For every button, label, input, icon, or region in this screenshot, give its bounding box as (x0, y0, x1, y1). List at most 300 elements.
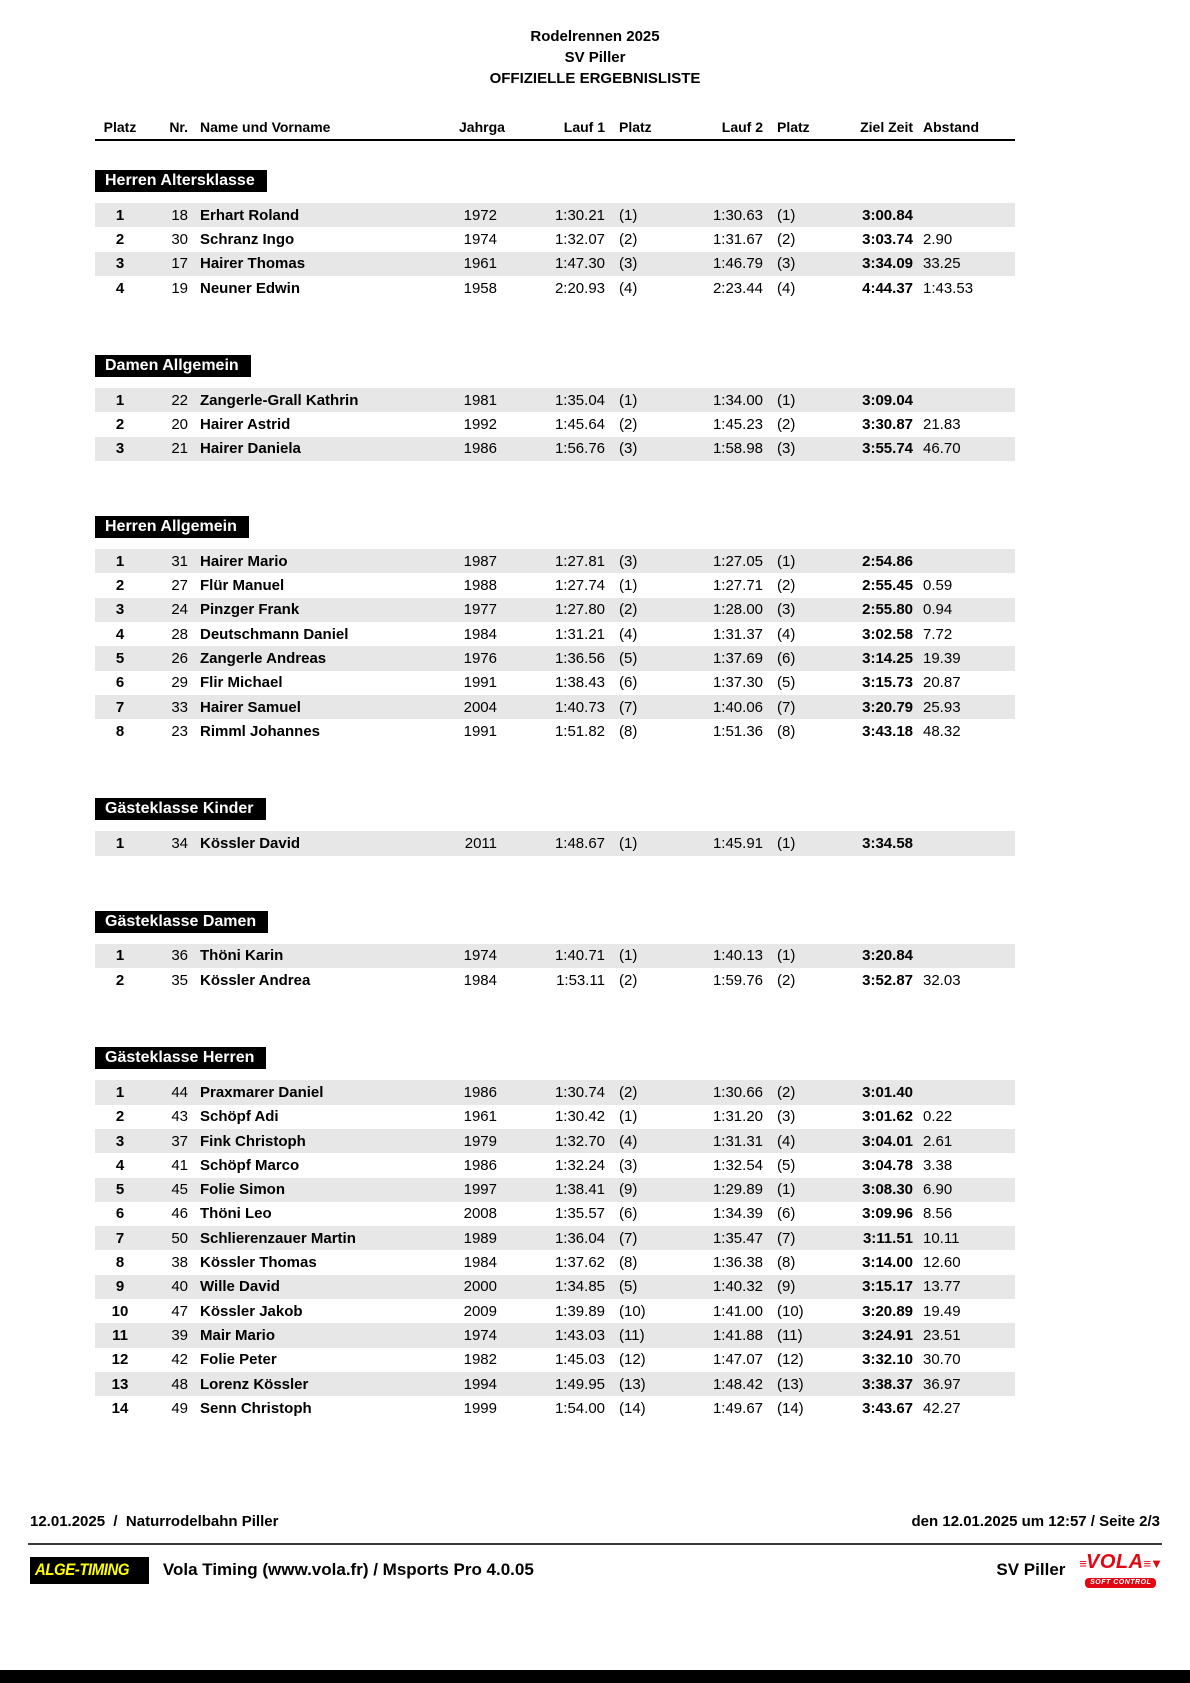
table-row (95, 646, 1015, 670)
run1-time-cell: 1:32.07 (554, 230, 605, 248)
name-cell: Deutschmann Daniel (200, 625, 349, 643)
result-section (95, 1047, 1015, 1420)
rank-cell: 5 (115, 1181, 125, 1199)
run2-time-cell: 2:23.44 (712, 279, 763, 297)
total-time-cell: 3:11.51 (862, 1229, 913, 1247)
result-section (95, 911, 1015, 993)
rank-cell: 7 (115, 698, 125, 716)
section-title: Damen Allgemein (95, 355, 251, 377)
run2-rank-cell: (5) (777, 1156, 796, 1174)
bib-cell: 27 (171, 577, 188, 595)
rank-cell: 8 (115, 722, 125, 740)
run1-rank-cell: (8) (619, 722, 638, 740)
run1-time-cell: 1:39.89 (554, 1302, 605, 1320)
name-cell: Zangerle-Grall Kathrin (200, 391, 359, 409)
bib-cell: 35 (171, 971, 188, 989)
rank-cell: 7 (115, 1229, 125, 1247)
rank-cell: 3 (115, 255, 125, 273)
bib-cell: 36 (171, 947, 188, 965)
name-cell: Kössler Andrea (200, 971, 311, 989)
total-time-cell: 3:00.84 (862, 206, 913, 224)
run1-rank-cell: (2) (619, 230, 638, 248)
run2-rank-cell: (12) (777, 1351, 804, 1369)
run2-time-cell: 1:40.13 (712, 947, 763, 965)
header-bib: Nr. (169, 119, 188, 135)
header-gap: Abstand (923, 119, 979, 135)
rank-cell: 5 (115, 649, 125, 667)
total-time-cell: 3:03.74 (862, 230, 913, 248)
run1-rank-cell: (1) (619, 577, 638, 595)
total-time-cell: 2:55.80 (862, 601, 913, 619)
run1-time-cell: 1:31.21 (554, 625, 605, 643)
year-cell: 1991 (463, 674, 497, 692)
run1-time-cell: 1:32.24 (554, 1156, 605, 1174)
bib-cell: 26 (171, 649, 188, 667)
run1-time-cell: 1:56.76 (554, 440, 605, 458)
run1-rank-cell: (4) (619, 625, 638, 643)
bib-cell: 38 (171, 1254, 188, 1272)
run1-rank-cell: (2) (619, 601, 638, 619)
total-time-cell: 4:44.37 (862, 279, 913, 297)
year-cell: 2008 (463, 1205, 497, 1223)
run1-rank-cell: (4) (619, 1132, 638, 1150)
table-row (95, 719, 1015, 743)
year-cell: 1981 (463, 391, 497, 409)
name-cell: Fink Christoph (200, 1132, 306, 1150)
rank-cell: 6 (115, 1205, 125, 1223)
bib-cell: 29 (171, 674, 188, 692)
total-time-cell: 3:15.17 (862, 1278, 913, 1296)
year-cell: 1989 (463, 1229, 497, 1247)
run2-rank-cell: (7) (777, 698, 796, 716)
run2-rank-cell: (1) (777, 206, 796, 224)
year-cell: 1986 (463, 440, 497, 458)
run2-rank-cell: (4) (777, 279, 796, 297)
name-cell: Schöpf Adi (200, 1108, 279, 1126)
run2-time-cell: 1:46.79 (712, 255, 763, 273)
year-cell: 1979 (463, 1132, 497, 1150)
year-cell: 1987 (463, 552, 497, 570)
gap-cell: 23.51 (923, 1326, 961, 1344)
run2-time-cell: 1:30.66 (712, 1083, 763, 1101)
bib-cell: 40 (171, 1278, 188, 1296)
year-cell: 1994 (463, 1375, 497, 1393)
run2-rank-cell: (7) (777, 1229, 796, 1247)
run2-rank-cell: (3) (777, 255, 796, 273)
total-time-cell: 3:08.30 (862, 1181, 913, 1199)
total-time-cell: 3:01.40 (862, 1083, 913, 1101)
year-cell: 1986 (463, 1083, 497, 1101)
total-time-cell: 3:09.96 (862, 1205, 913, 1223)
table-row (95, 1153, 1015, 1177)
year-cell: 1986 (463, 1156, 497, 1174)
header-run2: Lauf 2 (721, 119, 763, 135)
run1-rank-cell: (3) (619, 1156, 638, 1174)
run2-rank-cell: (11) (777, 1326, 803, 1344)
table-row (95, 1396, 1015, 1420)
run1-time-cell: 1:30.74 (554, 1083, 605, 1101)
result-section (95, 170, 1015, 300)
vola-stripes-icon: ≡ (1079, 1556, 1086, 1571)
list-type-title: OFFIZIELLE ERGEBNISLISTE (489, 70, 701, 87)
rank-cell: 10 (111, 1302, 129, 1320)
run1-rank-cell: (5) (619, 1278, 638, 1296)
rank-cell: 2 (115, 577, 125, 595)
table-row (95, 1226, 1015, 1250)
year-cell: 1992 (463, 416, 497, 434)
run2-time-cell: 1:29.89 (712, 1181, 763, 1199)
total-time-cell: 3:55.74 (862, 440, 913, 458)
year-cell: 1984 (463, 971, 497, 989)
run2-rank-cell: (3) (777, 440, 796, 458)
bib-cell: 33 (171, 698, 188, 716)
rank-cell: 2 (115, 230, 125, 248)
run1-time-cell: 1:48.67 (554, 835, 605, 853)
run2-rank-cell: (1) (777, 947, 796, 965)
run2-time-cell: 1:31.20 (712, 1108, 763, 1126)
year-cell: 2011 (464, 835, 497, 853)
run1-rank-cell: (14) (619, 1399, 646, 1417)
year-cell: 1991 (463, 722, 497, 740)
year-cell: 1974 (463, 230, 497, 248)
year-cell: 1988 (463, 577, 497, 595)
section-title: Gästeklasse Damen (95, 911, 268, 933)
gap-cell: 19.39 (923, 649, 961, 667)
rank-cell: 4 (115, 279, 125, 297)
gap-cell: 30.70 (923, 1351, 961, 1369)
name-cell: Lorenz Kössler (200, 1375, 309, 1393)
run2-rank-cell: (1) (777, 1181, 796, 1199)
run1-rank-cell: (12) (619, 1351, 646, 1369)
bib-cell: 21 (171, 440, 188, 458)
rank-cell: 4 (115, 1156, 125, 1174)
bib-cell: 47 (171, 1302, 188, 1320)
name-cell: Neuner Edwin (200, 279, 301, 297)
gap-cell: 46.70 (923, 440, 961, 458)
table-row (95, 227, 1015, 251)
rank-cell: 2 (115, 416, 125, 434)
rank-cell: 1 (115, 947, 125, 965)
run2-time-cell: 1:40.06 (712, 698, 763, 716)
year-cell: 1984 (463, 625, 497, 643)
gap-cell: 20.87 (923, 674, 961, 692)
rank-cell: 1 (115, 552, 125, 570)
run2-time-cell: 1:32.54 (712, 1156, 763, 1174)
bib-cell: 18 (171, 206, 188, 224)
bib-cell: 41 (171, 1156, 188, 1174)
table-row (95, 1250, 1015, 1274)
bib-cell: 17 (171, 255, 188, 273)
gap-cell: 25.93 (923, 698, 961, 716)
vola-wordmark: ≡VOLA≡▼ (1079, 1551, 1162, 1573)
total-time-cell: 3:14.00 (862, 1254, 913, 1272)
year-cell: 1976 (463, 649, 497, 667)
name-cell: Hairer Samuel (200, 698, 301, 716)
result-section (95, 355, 1015, 461)
section-title: Herren Altersklasse (95, 170, 267, 192)
table-row (95, 573, 1015, 597)
bib-cell: 45 (171, 1181, 188, 1199)
timing-software-label: Vola Timing (www.vola.fr) / Msports Pro 4.0.05 (162, 1560, 534, 1579)
run1-rank-cell: (3) (619, 552, 638, 570)
run1-rank-cell: (8) (619, 1254, 638, 1272)
bib-cell: 44 (171, 1083, 188, 1101)
run2-time-cell: 1:45.23 (712, 416, 763, 434)
bib-cell: 30 (171, 230, 188, 248)
year-cell: 1997 (463, 1181, 497, 1199)
run2-rank-cell: (1) (777, 391, 796, 409)
section-title: Herren Allgemein (95, 516, 249, 538)
run2-time-cell: 1:36.38 (712, 1254, 763, 1272)
header-run1: Lauf 1 (563, 119, 605, 135)
run2-rank-cell: (1) (777, 835, 796, 853)
table-row (95, 695, 1015, 719)
run2-rank-cell: (6) (777, 1205, 796, 1223)
table-row (95, 968, 1015, 992)
gap-cell: 10.11 (923, 1229, 960, 1247)
organizer-title: SV Piller (564, 49, 626, 66)
bottom-black-bar (0, 1670, 1190, 1683)
table-header-row (95, 119, 1015, 141)
header-run1-rank: Platz (619, 119, 652, 135)
bib-cell: 48 (171, 1375, 188, 1393)
rank-cell: 1 (115, 835, 125, 853)
run1-time-cell: 1:30.42 (554, 1108, 605, 1126)
header-rank: Platz (103, 119, 137, 135)
gap-cell: 6.90 (923, 1181, 953, 1199)
run1-time-cell: 1:40.71 (554, 947, 605, 965)
total-time-cell: 3:15.73 (862, 674, 913, 692)
table-row (95, 1299, 1015, 1323)
table-row (95, 549, 1015, 573)
total-time-cell: 3:30.87 (862, 416, 913, 434)
run1-rank-cell: (5) (619, 649, 638, 667)
run2-time-cell: 1:51.36 (712, 722, 763, 740)
name-cell: Thöni Leo (200, 1205, 272, 1223)
name-cell: Schöpf Marco (200, 1156, 300, 1174)
run2-time-cell: 1:31.67 (712, 230, 763, 248)
year-cell: 1972 (463, 206, 497, 224)
run2-time-cell: 1:49.67 (712, 1399, 763, 1417)
table-row (95, 598, 1015, 622)
table-row (95, 1202, 1015, 1226)
gap-cell: 48.32 (923, 722, 961, 740)
gap-cell: 0.59 (923, 577, 953, 595)
header-year: Jahrga (459, 119, 505, 135)
name-cell: Kössler David (200, 835, 301, 853)
run2-rank-cell: (8) (777, 1254, 796, 1272)
vola-soft-control-badge: SOFT CONTROL (1085, 1578, 1156, 1588)
result-section (95, 516, 1015, 743)
gap-cell: 1:43.53 (923, 279, 974, 297)
run1-time-cell: 1:53.11 (556, 971, 605, 989)
document-title-block (0, 26, 1190, 89)
table-row (95, 252, 1015, 276)
total-time-cell: 3:02.58 (862, 625, 913, 643)
event-title: Rodelrennen 2025 (530, 28, 660, 45)
table-row (95, 1372, 1015, 1396)
name-cell: Folie Peter (200, 1351, 277, 1369)
run1-time-cell: 1:32.70 (554, 1132, 605, 1150)
header-run2-rank: Platz (777, 119, 810, 135)
run1-time-cell: 2:20.93 (554, 279, 605, 297)
total-time-cell: 2:54.86 (862, 552, 913, 570)
run1-rank-cell: (4) (619, 279, 638, 297)
run2-rank-cell: (2) (777, 416, 796, 434)
bib-cell: 50 (171, 1229, 188, 1247)
total-time-cell: 3:09.04 (862, 391, 913, 409)
year-cell: 1961 (463, 1108, 497, 1126)
club-label: SV Piller (996, 1560, 1066, 1579)
total-time-cell: 3:34.09 (862, 255, 913, 273)
table-row (95, 1080, 1015, 1104)
gap-cell: 42.27 (923, 1399, 961, 1417)
run2-rank-cell: (4) (777, 625, 796, 643)
run1-rank-cell: (6) (619, 674, 638, 692)
run1-time-cell: 1:51.82 (554, 722, 605, 740)
result-section (95, 798, 1015, 855)
rank-cell: 14 (111, 1399, 129, 1417)
run2-time-cell: 1:47.07 (712, 1351, 763, 1369)
total-time-cell: 3:24.91 (862, 1326, 913, 1344)
total-time-cell: 3:43.18 (862, 722, 913, 740)
results-sections (95, 170, 1015, 1476)
name-cell: Folie Simon (200, 1181, 286, 1199)
total-time-cell: 2:55.45 (862, 577, 913, 595)
table-row (95, 1129, 1015, 1153)
run2-rank-cell: (9) (777, 1278, 796, 1296)
run1-rank-cell: (1) (619, 391, 638, 409)
run1-time-cell: 1:45.64 (554, 416, 605, 434)
run2-rank-cell: (6) (777, 649, 796, 667)
run1-time-cell: 1:27.81 (554, 552, 605, 570)
run2-time-cell: 1:48.42 (712, 1375, 763, 1393)
name-cell: Hairer Mario (200, 552, 288, 570)
total-time-cell: 3:38.37 (862, 1375, 913, 1393)
name-cell: Zangerle Andreas (200, 649, 327, 667)
footer-meta-row (30, 1513, 1160, 1530)
rank-cell: 8 (115, 1254, 125, 1272)
run1-rank-cell: (1) (619, 206, 638, 224)
footer-divider (28, 1543, 1162, 1545)
year-cell: 1974 (463, 1326, 497, 1344)
name-cell: Praxmarer Daniel (200, 1083, 324, 1101)
run1-time-cell: 1:47.30 (554, 255, 605, 273)
total-time-cell: 3:52.87 (862, 971, 913, 989)
rank-cell: 11 (112, 1326, 128, 1344)
year-cell: 1999 (463, 1399, 497, 1417)
run2-time-cell: 1:28.00 (712, 601, 763, 619)
run2-time-cell: 1:35.47 (712, 1229, 763, 1247)
rank-cell: 12 (111, 1351, 129, 1369)
run1-time-cell: 1:38.41 (554, 1181, 605, 1199)
bib-cell: 39 (171, 1326, 188, 1344)
rank-cell: 4 (115, 625, 125, 643)
name-cell: Mair Mario (200, 1326, 276, 1344)
run1-time-cell: 1:27.74 (554, 577, 605, 595)
name-cell: Schlierenzauer Martin (200, 1229, 356, 1247)
year-cell: 2009 (463, 1302, 497, 1320)
run1-rank-cell: (13) (619, 1375, 646, 1393)
bib-cell: 43 (171, 1108, 188, 1126)
name-cell: Wille David (200, 1278, 280, 1296)
gap-cell: 2.90 (923, 230, 953, 248)
table-row (95, 203, 1015, 227)
total-time-cell: 3:32.10 (862, 1351, 913, 1369)
run2-rank-cell: (13) (777, 1375, 804, 1393)
run1-rank-cell: (1) (619, 1108, 638, 1126)
table-row (95, 831, 1015, 855)
bib-cell: 19 (171, 279, 188, 297)
run2-rank-cell: (3) (777, 1108, 796, 1126)
gap-cell: 12.60 (923, 1254, 961, 1272)
bib-cell: 24 (171, 601, 188, 619)
bib-cell: 31 (171, 552, 188, 570)
vola-logo (1079, 1552, 1162, 1588)
gap-cell: 33.25 (923, 255, 961, 273)
run2-rank-cell: (2) (777, 1083, 796, 1101)
run2-rank-cell: (2) (777, 230, 796, 248)
run1-rank-cell: (10) (619, 1302, 646, 1320)
bib-cell: 37 (171, 1132, 188, 1150)
run2-time-cell: 1:41.00 (712, 1302, 763, 1320)
rank-cell: 2 (115, 971, 125, 989)
run1-time-cell: 1:36.56 (554, 649, 605, 667)
total-time-cell: 3:04.78 (862, 1156, 913, 1174)
run1-time-cell: 1:30.21 (554, 206, 605, 224)
rank-cell: 1 (115, 391, 125, 409)
name-cell: Kössler Jakob (200, 1302, 303, 1320)
bib-cell: 23 (171, 722, 188, 740)
bib-cell: 49 (171, 1399, 188, 1417)
run2-time-cell: 1:31.31 (712, 1132, 763, 1150)
year-cell: 2000 (463, 1278, 497, 1296)
table-row (95, 1348, 1015, 1372)
header-name: Name und Vorname (200, 119, 331, 135)
rank-cell: 3 (115, 440, 125, 458)
run1-rank-cell: (2) (619, 1083, 638, 1101)
year-cell: 1958 (463, 279, 497, 297)
run1-rank-cell: (3) (619, 440, 638, 458)
run1-time-cell: 1:37.62 (554, 1254, 605, 1272)
run2-time-cell: 1:45.91 (712, 835, 763, 853)
rank-cell: 2 (115, 1108, 125, 1126)
gap-cell: 32.03 (923, 971, 961, 989)
table-row (95, 1323, 1015, 1347)
table-row (95, 412, 1015, 436)
run2-rank-cell: (2) (777, 577, 796, 595)
run1-rank-cell: (1) (619, 947, 638, 965)
gap-cell: 0.94 (923, 601, 953, 619)
run1-time-cell: 1:35.04 (554, 391, 605, 409)
table-row (95, 622, 1015, 646)
rank-cell: 13 (111, 1375, 129, 1393)
section-title: Gästeklasse Kinder (95, 798, 266, 820)
table-row (95, 1105, 1015, 1129)
run1-rank-cell: (6) (619, 1205, 638, 1223)
year-cell: 1974 (463, 947, 497, 965)
run1-rank-cell: (7) (619, 1229, 638, 1247)
run2-time-cell: 1:30.63 (712, 206, 763, 224)
name-cell: Erhart Roland (200, 206, 300, 224)
footer-date-location: 12.01.2025 / Naturrodelbahn Piller (30, 1513, 279, 1530)
gap-cell: 0.22 (923, 1108, 953, 1126)
rank-cell: 9 (115, 1278, 125, 1296)
rank-cell: 3 (115, 1132, 125, 1150)
run1-time-cell: 1:38.43 (554, 674, 605, 692)
name-cell: Senn Christoph (200, 1399, 312, 1417)
header-total-time: Ziel Zeit (860, 119, 913, 135)
